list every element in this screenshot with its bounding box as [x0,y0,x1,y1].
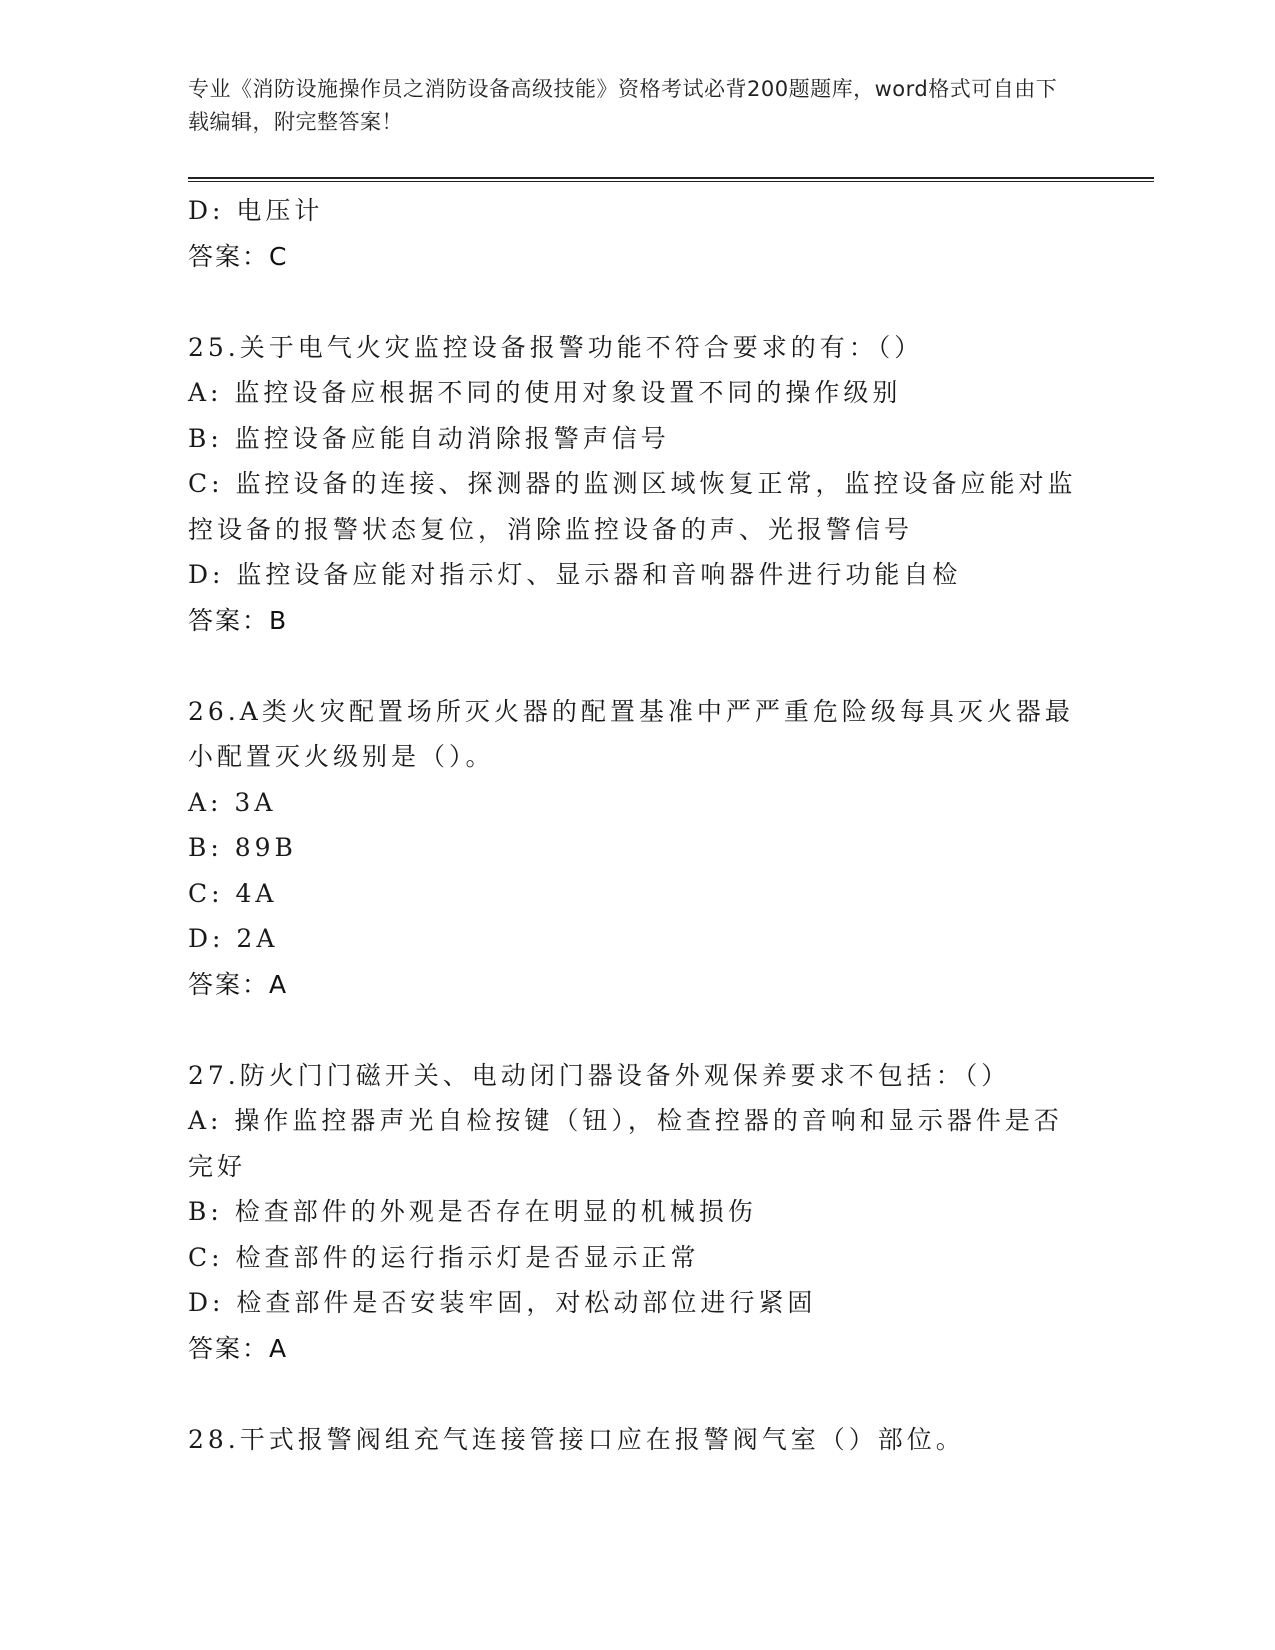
question-25-option-c-line2: 控设备的报警状态复位，消除监控设备的声、光报警信号 [188,514,914,544]
page-header-text: 专业《消防设施操作员之消防设备高级技能》资格考试必背200题题库，word格式可自由下载编辑，附完整答案！ [188,77,1058,134]
question-25-option-c-line1: C: 监控设备的连接、探测器的监测区域恢复正常，监控设备应能对监 [188,469,1077,498]
question-25 [188,325,1088,644]
question-25-option-b: B: 监控设备应能自动消除报警声信号 [188,423,670,453]
question-25-text: 25.关于电气火灾监控设备报警功能不符合要求的有：（） [188,332,924,362]
spacer [188,279,1088,325]
question-27-option-a-line1: A: 操作监控器声光自检按键（钮），检查控器的音响和显示器件是否 [188,1106,1063,1135]
spacer [188,1007,1088,1053]
question-25-option-d: D: 监控设备应能对指示灯、显示器和音响器件进行功能自检 [188,560,962,589]
question-27-answer: 答案：A [188,1333,289,1363]
question-26-option-a: A: 3A [188,787,277,817]
question-28-text: 28.干式报警阀组充气连接管接口应在报警阀气室（）部位。 [188,1424,965,1454]
question-27-option-a-line2: 完好 [188,1151,247,1181]
question-25-answer: 答案：B [188,605,289,635]
question-26-text-line1: 26.A类火灾配置场所灭火器的配置基准中严严重危险级每具灭火器最 [188,696,1074,726]
question-26 [188,689,1088,1008]
question-27-option-c: C: 检查部件的运行指示灯是否显示正常 [188,1242,700,1272]
question-26-answer: 答案：A [188,969,289,999]
question-27-text: 27.防火门门磁开关、电动闭门器设备外观保养要求不包括：（） [188,1060,1011,1090]
question-27 [188,1053,1088,1372]
question-26-option-d: D: 2A [188,924,279,953]
question-26-option-c: C: 4A [188,878,278,908]
question-27-option-d: D: 检查部件是否安装牢固，对松动部位进行紧固 [188,1288,817,1317]
question-26-option-b: B: 89B [188,833,297,862]
question-25-option-a: A: 监控设备应根据不同的使用对象设置不同的操作级别 [188,378,902,407]
question-27-option-b: B: 检查部件的外观是否存在明显的机械损伤 [188,1197,757,1226]
spacer [188,1371,1088,1417]
header-divider [188,177,1154,182]
question-28 [188,1417,1088,1463]
spacer [188,643,1088,689]
prev-question-option-d: D: 电压计 [188,196,324,225]
question-list [188,188,1088,1462]
prev-question-answer: 答案：C [188,241,289,271]
question-26-text-line2: 小配置灭火级别是（）。 [188,742,495,771]
